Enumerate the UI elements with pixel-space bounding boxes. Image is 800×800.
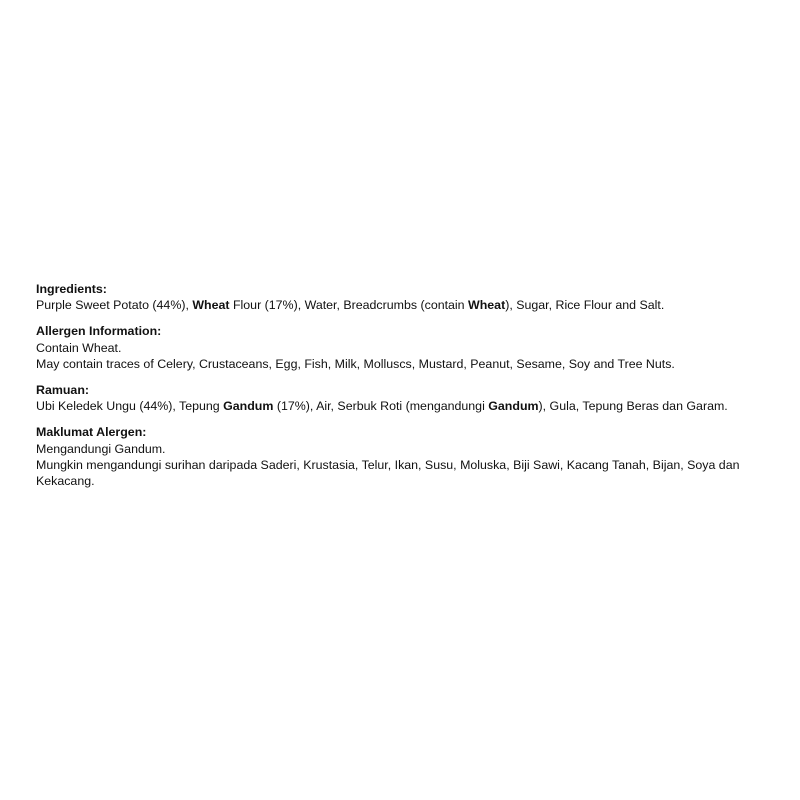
label-section xyxy=(36,323,776,372)
label-section xyxy=(36,281,776,313)
section-heading: Ramuan: xyxy=(36,383,90,398)
text-segment: Contain Wheat. xyxy=(36,340,122,355)
text-segment: Flour (17%), Water, Breadcrumbs (contain xyxy=(229,298,469,313)
allergen-emphasis: Gandum xyxy=(488,399,539,414)
section-heading: Ingredients: xyxy=(36,282,107,296)
text-segment: Purple Sweet Potato (44%), xyxy=(36,298,193,313)
text-segment: ), Sugar, Rice Flour and Salt. xyxy=(505,298,665,313)
text-segment: May contain traces of Celery, Crustaceans, Egg, Fish, Milk, Molluscs, Mustard, Peanut, Sesame, Soy and Tree Nuts. xyxy=(36,356,675,371)
text-segment: Ubi Keledek Ungu (44%), Tepung xyxy=(36,399,224,414)
allergen-emphasis: Gandum xyxy=(223,399,274,414)
ingredients-label xyxy=(36,281,776,499)
label-section xyxy=(36,424,776,489)
section-heading: Maklumat Alergen: xyxy=(36,425,147,440)
text-segment: Mungkin mengandungi surihan daripada Saderi, Krustasia, Telur, Ikan, Susu, Moluska, Biji Sawi, Kacang Tanah, Bijan, Soya dan Kekacang. xyxy=(36,457,740,489)
text-segment: (17%), Air, Serbuk Roti (mengandungi xyxy=(273,399,489,414)
section-text-line xyxy=(36,457,776,489)
section-text-line xyxy=(36,297,776,313)
text-segment: Mengandungi Gandum. xyxy=(36,441,166,456)
section-text-line xyxy=(36,398,776,414)
label-section xyxy=(36,382,776,414)
text-segment: ), Gula, Tepung Beras dan Garam. xyxy=(538,399,728,414)
section-text-line xyxy=(36,356,776,372)
section-text-line xyxy=(36,441,776,457)
allergen-emphasis: Wheat xyxy=(468,298,506,313)
section-text-line xyxy=(36,340,776,356)
allergen-emphasis: Wheat xyxy=(192,298,230,313)
section-heading: Allergen Information: xyxy=(36,324,162,339)
